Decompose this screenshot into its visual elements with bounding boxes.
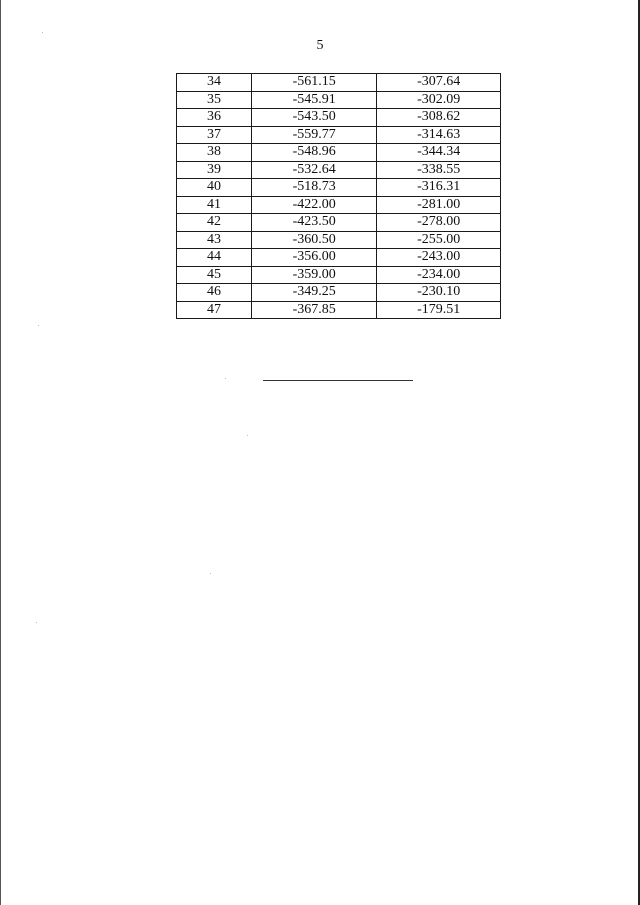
table-row — [177, 249, 501, 267]
coordinates-table — [176, 73, 501, 319]
point-number-cell: 35 — [177, 91, 252, 109]
x-coordinate-cell: -423.50 — [251, 214, 377, 232]
scan-speck — [36, 622, 37, 623]
x-coordinate-cell: -561.15 — [251, 74, 377, 92]
point-number-cell: 44 — [177, 249, 252, 267]
x-coordinate-cell: -543.50 — [251, 109, 377, 127]
table-row — [177, 266, 501, 284]
table-row — [177, 91, 501, 109]
table-row — [177, 74, 501, 92]
x-coordinate-cell: -518.73 — [251, 179, 377, 197]
x-coordinate-cell: -532.64 — [251, 161, 377, 179]
x-coordinate-cell: -548.96 — [251, 144, 377, 162]
y-coordinate-cell: -255.00 — [377, 231, 501, 249]
x-coordinate-cell: -356.00 — [251, 249, 377, 267]
x-coordinate-cell: -559.77 — [251, 126, 377, 144]
point-number-cell: 34 — [177, 74, 252, 92]
y-coordinate-cell: -278.00 — [377, 214, 501, 232]
x-coordinate-cell: -349.25 — [251, 284, 377, 302]
table-row — [177, 161, 501, 179]
x-coordinate-cell: -367.85 — [251, 301, 377, 319]
y-coordinate-cell: -338.55 — [377, 161, 501, 179]
scan-speck — [42, 32, 43, 33]
y-coordinate-cell: -307.64 — [377, 74, 501, 92]
point-number-cell: 39 — [177, 161, 252, 179]
table-row — [177, 144, 501, 162]
point-number-cell: 45 — [177, 266, 252, 284]
point-number-cell: 41 — [177, 196, 252, 214]
table-row — [177, 231, 501, 249]
page-number: 5 — [316, 38, 324, 53]
y-coordinate-cell: -281.00 — [377, 196, 501, 214]
table-row — [177, 301, 501, 319]
table-row — [177, 196, 501, 214]
y-coordinate-cell: -308.62 — [377, 109, 501, 127]
scan-edge-left — [0, 0, 1, 905]
point-number-cell: 47 — [177, 301, 252, 319]
table-row — [177, 126, 501, 144]
scan-speck — [225, 378, 226, 379]
scan-speck — [210, 573, 211, 574]
y-coordinate-cell: -243.00 — [377, 249, 501, 267]
end-of-text-rule — [263, 380, 413, 381]
point-number-cell: 36 — [177, 109, 252, 127]
table-row — [177, 284, 501, 302]
table-row — [177, 179, 501, 197]
point-number-cell: 40 — [177, 179, 252, 197]
x-coordinate-cell: -545.91 — [251, 91, 377, 109]
y-coordinate-cell: -344.34 — [377, 144, 501, 162]
y-coordinate-cell: -230.10 — [377, 284, 501, 302]
y-coordinate-cell: -316.31 — [377, 179, 501, 197]
table-row — [177, 214, 501, 232]
scan-speck — [247, 435, 248, 436]
point-number-cell: 43 — [177, 231, 252, 249]
point-number-cell: 46 — [177, 284, 252, 302]
point-number-cell: 37 — [177, 126, 252, 144]
y-coordinate-cell: -234.00 — [377, 266, 501, 284]
point-number-cell: 38 — [177, 144, 252, 162]
x-coordinate-cell: -422.00 — [251, 196, 377, 214]
y-coordinate-cell: -179.51 — [377, 301, 501, 319]
coordinates-table-body — [177, 74, 501, 319]
y-coordinate-cell: -314.63 — [377, 126, 501, 144]
table-row — [177, 109, 501, 127]
y-coordinate-cell: -302.09 — [377, 91, 501, 109]
scan-speck — [38, 325, 39, 326]
point-number-cell: 42 — [177, 214, 252, 232]
x-coordinate-cell: -360.50 — [251, 231, 377, 249]
x-coordinate-cell: -359.00 — [251, 266, 377, 284]
